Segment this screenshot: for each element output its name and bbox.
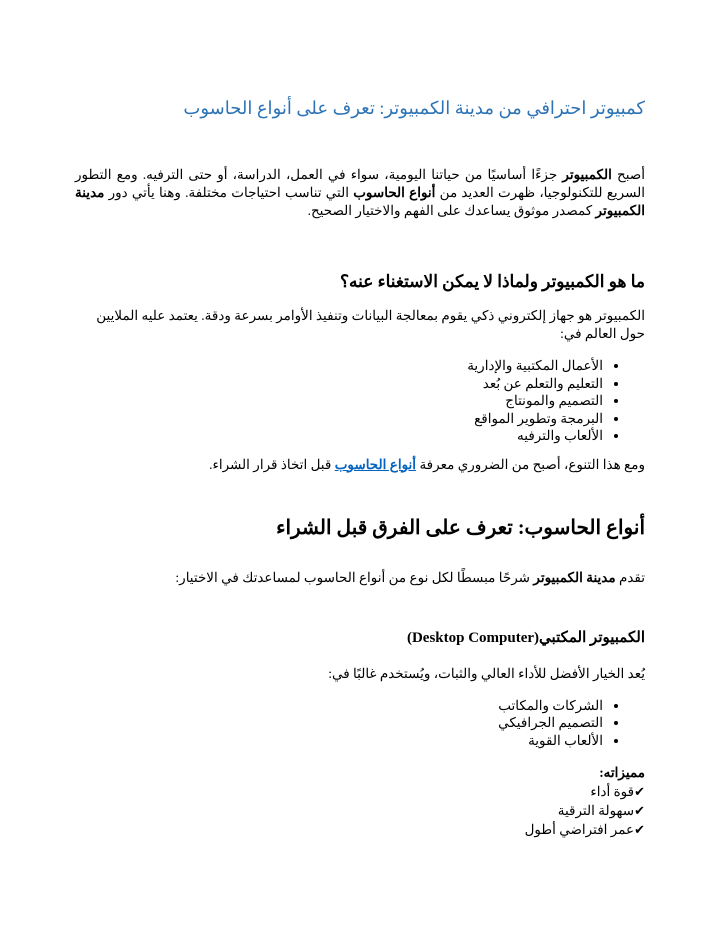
types-text-1: تقدم (615, 569, 645, 585)
list-item: • التصميم والمونتاج (75, 392, 603, 410)
features-list (75, 782, 645, 839)
features-label: مميزاته: (599, 765, 645, 780)
intro-bold-types: أنواع الحاسوب (353, 185, 436, 200)
what-outro-paragraph (75, 456, 645, 474)
what-is-computer-heading: ما هو الكمبيوتر ولماذا لا يمكن الاستغناء عنه؟ (339, 272, 645, 291)
intro-text-1: أصبح (611, 167, 645, 182)
intro-paragraph (75, 166, 645, 220)
check-icon: ✔ (634, 784, 645, 799)
computer-types-heading: أنواع الحاسوب: تعرف على الفرق قبل الشراء (276, 516, 645, 539)
desktop-uses-list (75, 697, 645, 750)
intro-text-4: كمصدر موثوق يساعدك على الفهم والاختيار الصحيح. (307, 203, 596, 218)
list-item: • الأعمال المكتبية والإدارية (75, 357, 603, 375)
list-item: • الألعاب القوية (75, 732, 603, 750)
feature-text: سهولة الترقية (557, 803, 635, 818)
feature-text: عمر افتراضي أطول (524, 822, 635, 837)
intro-text-2: جزءًا أساسيًا من حياتنا اليومية، سواء في العمل، الدراسة، أو حتى الترفيه. ومع التطور السريع للتكنولوجيا، ظهرت العديد من (75, 167, 645, 200)
what-lead-paragraph: الكمبيوتر هو جهاز إلكتروني ذكي يقوم بمعالجة البيانات وتنفيذ الأوامر بسرعة ودقة. يعتمد عليه الملايين حول العالم في: (96, 308, 645, 341)
computer-types-link[interactable]: أنواع الحاسوب (334, 456, 417, 472)
list-item: • التعليم والتعلم عن بُعد (75, 375, 603, 393)
list-item: • البرمجة وتطوير المواقع (75, 410, 603, 428)
types-bold-brand: مدينة الكمبيوتر (533, 569, 616, 585)
page-title: كمبيوتر احترافي من مدينة الكمبيوتر: تعرف على أنواع الحاسوب (183, 98, 645, 118)
check-icon: ✔ (634, 803, 645, 818)
feature-text: قوة أداء (590, 784, 635, 799)
list-item: • الشركات والمكاتب (75, 697, 603, 715)
intro-text-3: التي تناسب احتياجات مختلفة. وهنا يأتي دور (104, 185, 354, 200)
list-item: • التصميم الجرافيكي (75, 714, 603, 732)
feature-item (75, 801, 645, 820)
check-icon: ✔ (634, 822, 645, 837)
desktop-computer-heading: الكمبيوتر المكتبي(Desktop Computer) (406, 629, 645, 646)
feature-item (75, 782, 645, 801)
list-item: • الألعاب والترفيه (75, 427, 603, 445)
feature-item (75, 820, 645, 839)
desktop-lead-paragraph: يُعد الخيار الأفضل للأداء العالي والثبات، ويُستخدم غالبًا في: (328, 665, 645, 681)
types-lead-paragraph (75, 569, 645, 587)
outro-text-1: ومع هذا التنوع، أصبح من الضروري معرفة (416, 456, 645, 472)
intro-bold-computer: الكمبيوتر (562, 167, 612, 182)
types-text-2: شرحًا مبسطًا لكل نوع من أنواع الحاسوب لمساعدتك في الاختيار: (175, 569, 534, 585)
outro-text-2: قبل اتخاذ قرار الشراء. (209, 456, 335, 472)
intro-bold-brand: مدينة الكمبيوتر (75, 185, 645, 218)
computer-uses-list (75, 357, 645, 445)
